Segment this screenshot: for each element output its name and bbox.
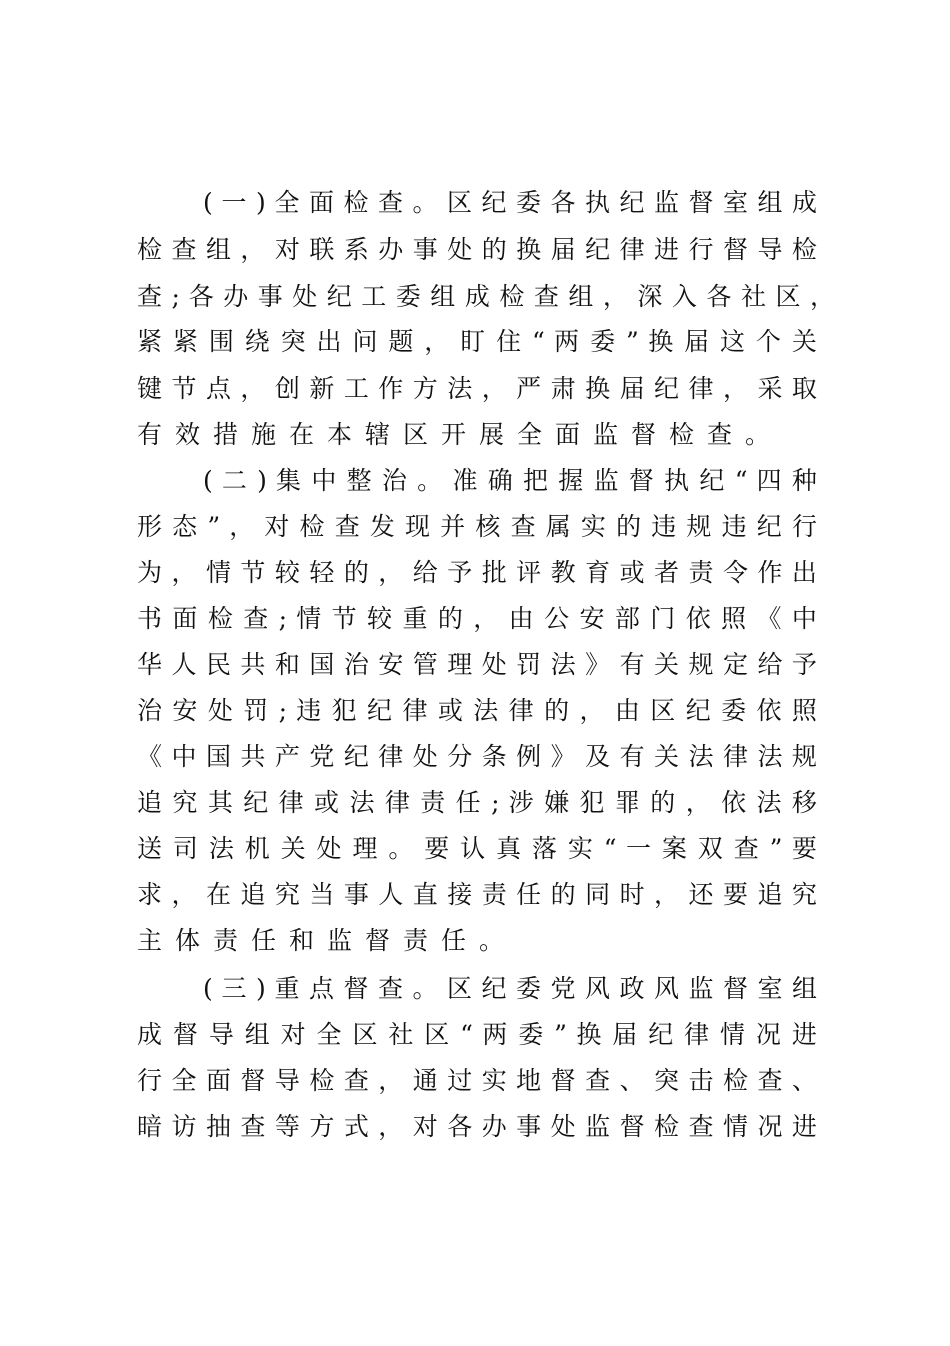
paragraph-2-line-1: ( 二 ) 集 中 整 治 。 准 确 把 握 监 督 执 纪 “ 四 种 (203, 466, 817, 495)
paragraph-3-line-3: 行 全 面 督 导 检 查 ， 通 过 实 地 督 查 、 突 击 检 查 、 (137, 1066, 817, 1095)
paragraph-1-line-3: 查 ; 各 办 事 处 纪 工 委 组 成 检 查 组 ， 深 入 各 社 区 ， (137, 282, 835, 311)
paragraph-2-line-6: 治 安 处 罚 ; 违 犯 纪 律 或 法 律 的 ， 由 区 纪 委 依 照 (137, 696, 817, 725)
paragraph-2-line-9: 送 司 法 机 关 处 理 。 要 认 真 落 实 “ 一 案 双 查 ” 要 (137, 834, 817, 863)
paragraph-2-line-7: 《 中 国 共 产 党 纪 律 处 分 条 例 》 及 有 关 法 律 法 规 (137, 742, 817, 771)
paragraph-2-line-2: 形 态 ” ， 对 检 查 发 现 并 核 查 属 实 的 违 规 违 纪 行 (137, 512, 817, 541)
paragraph-2-line-10: 求 ， 在 追 究 当 事 人 直 接 责 任 的 同 时 ， 还 要 追 究 (137, 880, 817, 909)
paragraph-2-line-8: 追 究 其 纪 律 或 法 律 责 任 ; 涉 嫌 犯 罪 的 ， 依 法 移 (137, 788, 817, 817)
paragraph-1-line-6: 有效措施在本辖区开展全面监督检查。 (137, 420, 784, 449)
paragraph-3-line-4: 暗 访 抽 查 等 方 式 ， 对 各 办 事 处 监 督 检 查 情 况 进 (137, 1112, 817, 1141)
paragraph-1-line-5: 键 节 点 ， 创 新 工 作 方 法 ， 严 肃 换 届 纪 律 ， 采 取 (137, 374, 817, 403)
paragraph-2-line-4: 书 面 检 查 ; 情 节 较 重 的 ， 由 公 安 部 门 依 照 《 中 (137, 604, 817, 633)
paragraph-2-line-11: 主体责任和监督责任。 (137, 926, 518, 955)
paragraph-1-line-2: 检 查 组 ， 对 联 系 办 事 处 的 换 届 纪 律 进 行 督 导 检 (137, 235, 817, 264)
paragraph-2-line-3: 为 ， 情 节 较 轻 的 ， 给 予 批 评 教 育 或 者 责 令 作 出 (137, 558, 817, 587)
paragraph-3-line-2: 成 督 导 组 对 全 区 社 区 “ 两 委 ” 换 届 纪 律 情 况 进 (137, 1020, 817, 1049)
paragraph-3-line-1: ( 三 ) 重 点 督 查 。 区 纪 委 党 风 政 风 监 督 室 组 (203, 974, 817, 1003)
paragraph-2-line-5: 华 人 民 共 和 国 治 安 管 理 处 罚 法 》 有 关 规 定 给 予 (137, 650, 817, 679)
paragraph-1-line-1: ( 一 ) 全 面 检 查 。 区 纪 委 各 执 纪 监 督 室 组 成 (203, 188, 817, 217)
paragraph-1-line-4: 紧 紧 围 绕 突 出 问 题 ， 盯 住 “ 两 委 ” 换 届 这 个 关 (137, 327, 817, 356)
